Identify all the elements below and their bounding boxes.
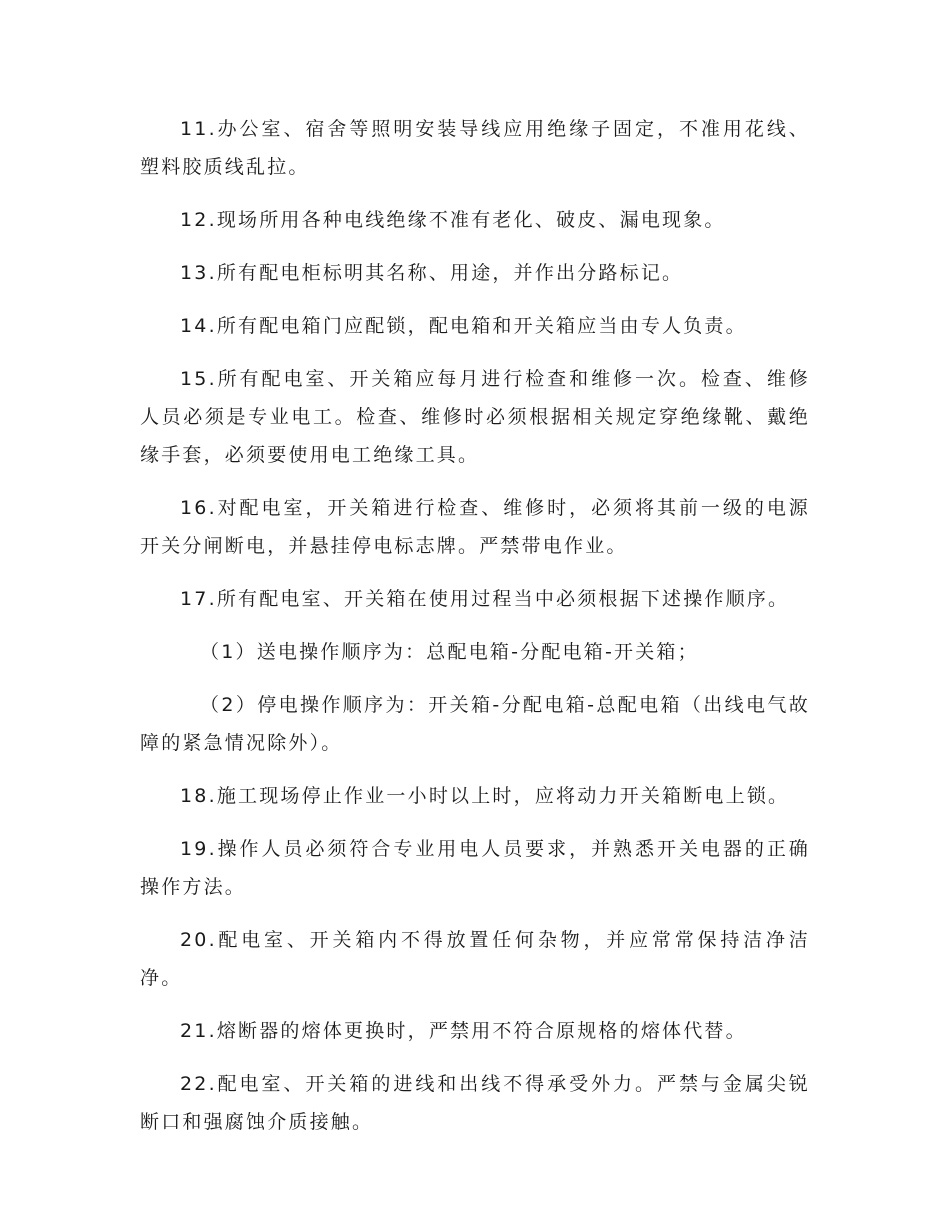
paragraph-16: 16.对配电室，开关箱进行检查、维修时，必须将其前一级的电源开关分闸断电，并悬挂停电标志牌。严禁带电作业。 [140,497,810,557]
paragraph-12: 12.现场所用各种电线绝缘不准有老化、破皮、漏电现象。 [180,209,726,231]
paragraph-17-item-1: （1）送电操作顺序为：总配电箱-分配电箱-开关箱； [200,641,699,663]
paragraph-21: 21.熔断器的熔体更换时，严禁用不符合原规格的熔体代替。 [180,1020,747,1042]
paragraph-19: 19.操作人员必须符合专业用电人员要求，并熟悉开关电器的正确操作方法。 [140,838,810,898]
paragraph-15: 15.所有配电室、开关箱应每月进行检查和维修一次。检查、维修人员必须是专业电工。检查、维修时必须根据相关规定穿绝缘靴、戴绝缘手套，必须要使用电工绝缘工具。 [140,368,810,466]
paragraph-17-item-2: （2）停电操作顺序为：开关箱-分配电箱-总配电箱（出线电气故障的紧急情况除外）。 [140,694,810,754]
paragraph-20: 20.配电室、开关箱内不得放置任何杂物，并应常常保持洁净洁净。 [140,929,810,989]
paragraph-17: 17.所有配电室、开关箱在使用过程当中必须根据下述操作顺序。 [180,588,790,610]
paragraph-22: 22.配电室、开关箱的进线和出线不得承受外力。严禁与金属尖锐断口和强腐蚀介质接触。 [140,1073,810,1133]
paragraph-11: 11.办公室、宿舍等照明安装导线应用绝缘子固定，不准用花线、塑料胶质线乱拉。 [140,118,810,178]
paragraph-18: 18.施工现场停止作业一小时以上时，应将动力开关箱断电上锁。 [180,785,790,807]
paragraph-13: 13.所有配电柜标明其名称、用途，并作出分路标记。 [180,262,684,284]
document-page [140,110,810,1141]
paragraph-14: 14.所有配电箱门应配锁，配电箱和开关箱应当由专人负责。 [180,315,747,337]
